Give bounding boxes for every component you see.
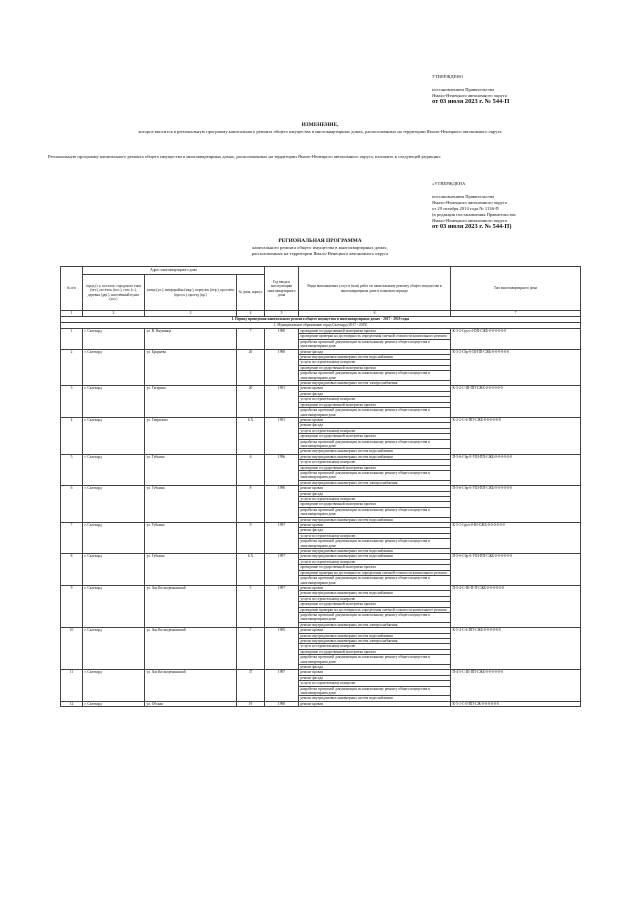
cell-work: услуги по строительному контролю <box>299 460 451 465</box>
cell-work: ремонт фасада <box>299 391 451 396</box>
approval2-label: «УТВЕРЖДЕНА <box>432 181 466 186</box>
cell-code: П-5-4-С-Ш-П-П-СЖБ-0-0-0-0-0-0 <box>451 585 581 627</box>
cell-num: 3 <box>61 386 83 417</box>
col-number: 4 <box>237 311 265 317</box>
cell-year: 1990 <box>265 349 299 386</box>
cell-work: ремонт внутридомовых инженерных систем водоснабжения <box>299 554 451 559</box>
cell-code: П-4-5-С-Ш-ПП-СЖБ-0-0-0-0-0-0 <box>451 670 581 701</box>
cell-work: проведение государственной экспертизы проекта <box>299 329 451 334</box>
cell-work: ремонт внутридомовых инженерных систем водоснабжения <box>299 591 451 596</box>
approval2-line3: Ямало-Ненецкого автономного округа <box>432 200 507 205</box>
cell-work: ремонт фасада <box>299 491 451 496</box>
cell-work: ремонт фасада <box>299 423 451 428</box>
header-work: Виды выполняемых услуг и (или) работ по капитальному ремонту общего имущества в многоквартирном доме в плановом периоде <box>299 267 451 311</box>
cell-work: ремонт фасада <box>299 528 451 533</box>
approval2-date: от 03 июля 2023 г. № 544-П) <box>432 223 512 230</box>
table-row <box>61 670 581 675</box>
cell-work: ремонт внутридомовых инженерных систем водоснабжения <box>299 449 451 454</box>
cell-work: проведение проверки на достоверность определения сметной стоимости капитального ремонта <box>299 570 451 575</box>
cell-house: 6 <box>237 454 265 485</box>
cell-num: 8 <box>61 554 83 585</box>
cell-num: 10 <box>61 628 83 670</box>
cell-work: услуги по строительному контролю <box>299 596 451 601</box>
cell-num: 7 <box>61 523 83 554</box>
cell-num: 11 <box>61 670 83 701</box>
cell-settlement: г. Салехард <box>83 628 145 670</box>
approval-label: УТВЕРЖДЕНО <box>432 74 464 79</box>
changes-title: ИЗМЕНЕНИЕ, <box>301 122 339 128</box>
approval2-line2: постановлением Правительства <box>432 194 495 199</box>
cell-num: 12 <box>61 701 83 706</box>
cell-work: услуги по строительному контролю <box>299 533 451 538</box>
cell-street: ул. Зои Космодемьянской <box>145 628 237 670</box>
cell-street: ул. Гагарина <box>145 386 237 417</box>
cell-work: разработка проектной документации по капитальному ремонту общего имущества в многоквартирном доме <box>299 686 451 696</box>
approval2-line6: Ямало-Ненецкого автономного округа <box>432 218 507 223</box>
cell-code: К-5-1-Сруч-0-Ш-СЖБ-0-0-0-0-0-0 <box>451 523 581 554</box>
cell-work: разработка проектной документации по капитальному ремонту общего имущества в многоквартирном доме <box>299 439 451 449</box>
table-row <box>61 585 581 590</box>
cell-work: проведение государственной экспертизы проекта <box>299 502 451 507</box>
cell-work: ремонт кровли <box>299 486 451 491</box>
cell-work: проведение государственной экспертизы проекта <box>299 565 451 570</box>
cell-work: ремонт внутридомовых инженерных систем водоснабжения <box>299 549 451 554</box>
program-heading <box>0 238 640 256</box>
cell-work: ремонт внутридомовых инженерных систем электроснабжения <box>299 480 451 485</box>
cell-work: услуги по строительному контролю <box>299 397 451 402</box>
cell-house: 6 А <box>237 417 265 454</box>
cell-year: 1995 <box>265 628 299 670</box>
cell-work: ремонт фасада <box>299 665 451 670</box>
approval-block-top <box>432 74 632 105</box>
cell-settlement: г. Салехард <box>83 417 145 454</box>
subsection-title: 1. Муниципальное образование город Салехард (2017 - 2019) <box>61 323 581 329</box>
header-year: Год ввода в эксплуатацию многоквартирного дома <box>265 267 299 311</box>
header-settlement: город (с.у. поселок, городского типа (пгт), посёлок (пос.), село (с.), деревня (дер.), населённый пункт (н.п.) <box>83 275 145 311</box>
program-subtitle-1: капитального ремонта общего имущества в многоквартирных домах, <box>252 244 388 250</box>
cell-settlement: г. Салехард <box>83 523 145 554</box>
table-row <box>61 454 581 459</box>
cell-work: ремонт внутридомовых инженерных систем водоснабжения <box>299 696 451 701</box>
table-row <box>61 523 581 528</box>
col-number: 6 <box>299 311 451 317</box>
cell-year: 1990 <box>265 701 299 706</box>
cell-num: 6 <box>61 486 83 523</box>
table-row <box>61 386 581 391</box>
cell-house: 20 <box>237 349 265 386</box>
cell-house: 19 <box>237 701 265 706</box>
cell-year: 1990 <box>265 329 299 350</box>
cell-num: 4 <box>61 417 83 454</box>
cell-work: ремонт фасада <box>299 675 451 680</box>
cell-work: проведение государственной экспертизы проекта <box>299 402 451 407</box>
cell-street: ул. Зои Космодемьянской <box>145 670 237 701</box>
cell-work: разработка проектной документации по капитальному ремонту общего имущества в многоквартирном доме <box>299 470 451 480</box>
cell-code: К-3-2-С-Ш-ПП-СЖБ-0-0-0-0-0-0 <box>451 386 581 417</box>
cell-num: 9 <box>61 585 83 627</box>
program-subtitle-2: расположенных на территории Ямало-Ненецкого автономного округа <box>251 250 389 256</box>
table-row <box>61 628 581 633</box>
table-row <box>61 701 581 706</box>
approval-date: от 03 июля 2023 г. № 544-П <box>432 98 510 105</box>
approval2-line5: (в редакции постановления Правительства <box>432 212 516 217</box>
cell-year: 1997 <box>265 670 299 701</box>
table-row <box>61 349 581 354</box>
cell-year: 1997 <box>265 554 299 585</box>
changes-heading <box>0 122 640 135</box>
cell-street: ул. Зои Космодемьянской <box>145 585 237 627</box>
header-street: улица (ул.), микрорайон (мкр.), переулок (пер.), проспект (просп.), проезд (пр.) <box>145 275 237 311</box>
cell-work: проведение государственной экспертизы проекта <box>299 365 451 370</box>
cell-work: проведение государственной экспертизы проекта <box>299 649 451 654</box>
cell-work: ремонт внутридомовых инженерных систем электроснабжения <box>299 622 451 627</box>
header-house: № дома, корпус <box>237 275 265 311</box>
cell-house: 37 <box>237 670 265 701</box>
cell-settlement: г. Салехард <box>83 701 145 706</box>
cell-code: П-5-6-Сбр-0-УШ-ПП-СЖБ-0-0-0-0-0-0 <box>451 554 581 585</box>
cell-work: ремонт кровли <box>299 523 451 528</box>
cell-settlement: г. Салехард <box>83 386 145 417</box>
cell-work: разработка проектной документации по капитальному ремонту общего имущества в многоквартирном доме <box>299 371 451 381</box>
cell-year: 1997 <box>265 585 299 627</box>
cell-code: К-3-2-Сбр-0-Ш-ПП-СЖБ-0-0-0-0-0-0 <box>451 349 581 386</box>
approval2-line4: от 29 октября 2014 года № 1136-П <box>432 206 499 211</box>
cell-settlement: г. Салехард <box>83 454 145 485</box>
cell-street: ул. Обская <box>145 701 237 706</box>
approval-decree-line: постановлением Правительства <box>432 87 495 92</box>
cell-code: П-5-6-Сбр-0-УШ-ПП-СЖБ-0-0-0-0-0-0 <box>451 486 581 523</box>
cell-work: ремонт кровли <box>299 670 451 675</box>
cell-code: К-5-1-С-0-ПП-СЖ-0-0-0-0-0-0 <box>451 701 581 706</box>
cell-num: 2 <box>61 349 83 386</box>
cell-settlement: г. Салехард <box>83 329 145 350</box>
cell-work: ремонт внутридомовых инженерных систем электроснабжения <box>299 381 451 386</box>
approval-block-second <box>432 181 632 230</box>
cell-house: 20 <box>237 386 265 417</box>
cell-street: ул. Губкина <box>145 554 237 585</box>
cell-work: ремонт внутридомовых инженерных систем водоснабжения <box>299 633 451 638</box>
cell-work: проведение проверки на достоверность определения сметной стоимости капитального ремонта <box>299 607 451 612</box>
cell-work: услуги по строительному контролю <box>299 681 451 686</box>
cell-code: К-5-4-С-4-ПП-СЖБ-0-0-0-0-0-0 <box>451 628 581 670</box>
cell-work: ремонт кровли <box>299 417 451 422</box>
header-code: Тип многоквартирного дома <box>451 267 581 311</box>
cell-work: разработка проектной документации по капитальному ремонту общего имущества в многоквартирном доме <box>299 612 451 622</box>
cell-house: 6 А <box>237 554 265 585</box>
cell-street: ул. Губкина <box>145 486 237 523</box>
cell-house: 9 <box>237 523 265 554</box>
cell-settlement: г. Салехард <box>83 486 145 523</box>
table-row <box>61 486 581 491</box>
cell-street: ул. Гаврилова <box>145 417 237 454</box>
cell-num: 5 <box>61 454 83 485</box>
table-row <box>61 417 581 422</box>
cell-work: ремонт внутридомовых инженерных систем водоснабжения <box>299 355 451 360</box>
table-row <box>61 329 581 334</box>
table-body <box>61 311 581 707</box>
cell-work: разработка проектной документации по капитальному ремонту общего имущества в многоквартирном доме <box>299 655 451 665</box>
cell-work: ремонт кровли <box>299 386 451 391</box>
cell-work: ремонт внутридомовых инженерных систем водоснабжения <box>299 517 451 522</box>
col-number: 1 <box>61 311 83 317</box>
cell-code: П-5-6-Сбр-0-УШ-ПП-СЖБ-0-0-0-0-0-0 <box>451 454 581 485</box>
program-table <box>60 266 581 707</box>
header-num: № п/п <box>61 267 83 311</box>
cell-year: 1996 <box>265 486 299 523</box>
cell-work: проведение государственной экспертизы проекта <box>299 602 451 607</box>
cell-year: 1991 <box>265 417 299 454</box>
cell-work: ремонт кровли <box>299 585 451 590</box>
program-title: РЕГИОНАЛЬНАЯ ПРОГРАММА <box>278 238 362 244</box>
col-number: 2 <box>83 311 145 317</box>
cell-work: ремонт внутридомовых инженерных систем электроснабжения <box>299 638 451 643</box>
cell-work: ремонт кровли <box>299 628 451 633</box>
cell-work: ремонт фасада <box>299 349 451 354</box>
cell-work: проведение государственной экспертизы проекта <box>299 434 451 439</box>
cell-work: ремонт кровли <box>299 701 451 706</box>
cell-street: ул. Губкина <box>145 523 237 554</box>
cell-work: ремонт внутридомовых инженерных систем водоснабжения <box>299 454 451 459</box>
cell-street: ул. Губкина <box>145 454 237 485</box>
cell-settlement: г. Салехард <box>83 670 145 701</box>
cell-year: 1997 <box>265 523 299 554</box>
table-row <box>61 554 581 559</box>
col-number: 7 <box>451 311 581 317</box>
cell-work: проведение проверки на достоверность определения сметной стоимости капитального ремонта <box>299 334 451 339</box>
cell-code: К-3-2-Сруч-4-ПП-СЖБ-0-0-0-0-0-0 <box>451 329 581 350</box>
cell-year: 1996 <box>265 454 299 485</box>
cell-street: ул. В. Кнунянца <box>145 329 237 350</box>
changes-subtitle: которое вносится в региональную программу капитального ремонта общего имущества в многоквартирных домах, расположенных на территории Ямало-Ненецкого автономного округа <box>138 128 502 134</box>
cell-work: проведение государственной экспертизы проекта <box>299 465 451 470</box>
cell-work: услуги по строительному контролю <box>299 497 451 502</box>
cell-house: 7 <box>237 628 265 670</box>
cell-house: 8 <box>237 486 265 523</box>
cell-settlement: г. Салехард <box>83 585 145 627</box>
cell-house: 7 <box>237 329 265 350</box>
cell-num: 1 <box>61 329 83 350</box>
col-number: 5 <box>265 311 299 317</box>
cell-work: разработка проектной документации по капитальному ремонту общего имущества в многоквартирном доме <box>299 576 451 586</box>
cell-work: разработка проектной документации по капитальному ремонту общего имущества в многоквартирном доме <box>299 507 451 517</box>
cell-work: услуги по строительному контролю <box>299 428 451 433</box>
cell-year: 1991 <box>265 386 299 417</box>
cell-street: ул. Броднева <box>145 349 237 386</box>
regional-program-sentence: Региональную программу капитального ремонта общего имущества в многоквартирных домах, расположенных на территории Ямало-Ненецкого автономного округа, изложить в следующей редакции: <box>48 154 442 159</box>
cell-code: К-2-2-С-4-ПП-СЖБ-0-0-0-0-0-0 <box>451 417 581 454</box>
header-address-group: Адрес многоквартирного дома <box>83 267 265 275</box>
approval-region-line: Ямало-Ненецкого автономного округа <box>432 93 507 98</box>
cell-settlement: г. Салехард <box>83 554 145 585</box>
col-number: 3 <box>145 311 237 317</box>
section-title: I. Период проведения капитального ремонта общего имущества в многоквартирных домах - 2017 - 2019 годы <box>61 317 581 323</box>
cell-work: услуги по строительному контролю <box>299 559 451 564</box>
cell-settlement: г. Салехард <box>83 349 145 386</box>
cell-house: 5 <box>237 585 265 627</box>
cell-work: разработка проектной документации по капитальному ремонту общего имущества в многоквартирном доме <box>299 408 451 418</box>
cell-work: услуги по строительному контролю <box>299 644 451 649</box>
cell-work: разработка проектной документации по капитальному ремонту общего имущества в многоквартирном доме <box>299 339 451 349</box>
cell-work: услуги по строительному контролю <box>299 360 451 365</box>
cell-work: разработка проектной документации по капитальному ремонту общего имущества в многоквартирном доме <box>299 539 451 549</box>
